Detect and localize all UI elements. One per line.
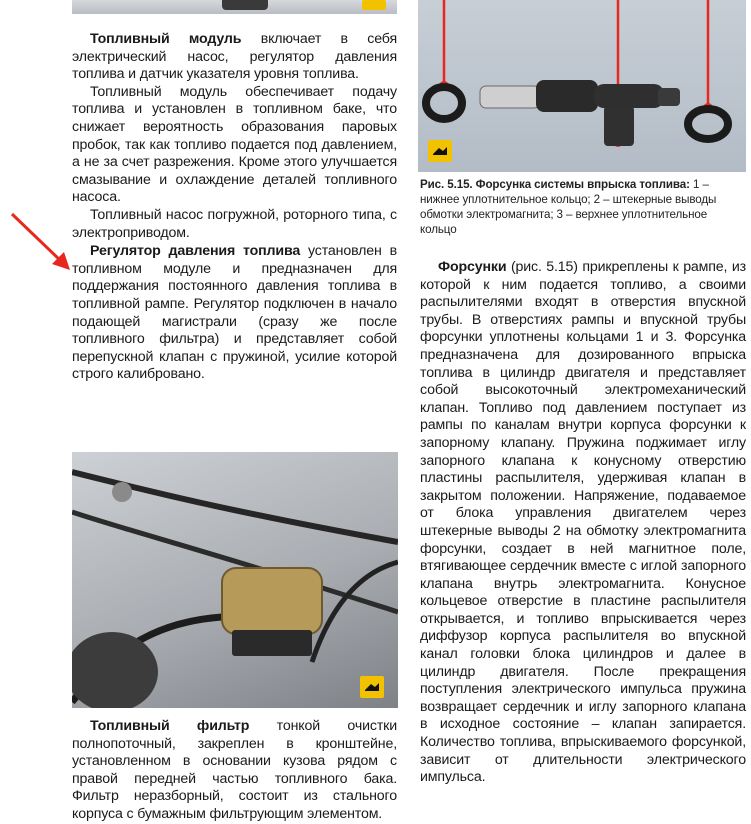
left-column-top	[72, 31, 397, 384]
red-arrow-icon	[8, 210, 72, 272]
paragraph-fuel-filter	[72, 718, 397, 824]
paragraph-fuel-module-purpose: Топливный модуль обеспечивает подачу топлива и установлен в топливном баке, что снижает вероятность образования паровых пробок, так как топливо подается под давлением, а не за счет разрежения. Кроме этого улучшается смазывание и охлаждение деталей топливного насоса.	[72, 83, 397, 206]
paragraph-injectors	[420, 259, 746, 787]
figure-caption	[420, 177, 746, 237]
text: тонкой очистки полнопоточный, закреплен в кронштейне, установленном в основании кузова рядом с правой передней частью топливного бака. Фильтр неразборный, состоит из стального корпуса с бумажным фильтрующим элементом.	[72, 718, 397, 822]
text: установлен в топливном модуле и предназначен для поддержания постоянного давления топлива в топливной рампе. Регулятор подключен в начало подающей магистрали (сразу же после топливного фильтра) и представляет собой перепускной клапан с пружиной, усилие которой строго калибровано.	[72, 243, 397, 383]
injector-illustration	[418, 0, 746, 172]
brand-badge-icon	[360, 676, 384, 698]
brand-badge-icon	[428, 140, 452, 162]
brand-badge-icon	[362, 0, 386, 10]
paragraph-fuel-module	[72, 31, 397, 84]
fuel-filter-photo	[72, 452, 398, 708]
term-fuel-filter: Топливный фильтр	[90, 718, 250, 734]
part-silhouette	[222, 0, 268, 10]
left-column-bottom	[72, 718, 397, 824]
term-injectors: Форсунки	[438, 259, 507, 275]
text: включает в себя электрический насос, регулятор давления топлива и датчик указателя уровня топлива.	[72, 31, 397, 83]
caption-text: 1 – нижнее уплотнительное кольцо; 2 – штекерные выводы обмотки электромагнита; 3 – верхнее уплотнительное кольцо	[420, 178, 717, 236]
paragraph-fuel-pump: Топливный насос погружной, роторного типа, с электроприводом.	[72, 206, 397, 241]
injector-photo	[418, 0, 746, 172]
fuel-filter-illustration	[72, 452, 398, 708]
top-photo-fragment	[72, 0, 397, 14]
paragraph-pressure-regulator	[72, 243, 397, 384]
caption-title: Рис. 5.15. Форсунка системы впрыска топлива:	[420, 178, 690, 191]
term-fuel-module: Топливный модуль	[90, 31, 242, 47]
term-pressure-regulator: Регулятор давления топлива	[90, 243, 301, 260]
text: (рис. 5.15) прикреплены к рампе, из которой к ним подается топливо, а своими распылителями входят в отверстия впускной трубы. В отверстиях рампы и впускной трубы форсунки уплотнены кольцами 1 и 3. Форсунка предназначена для дозированного впрыска топлива в цилиндр двигателя и представляет собой высокоточный электромеханический клапан. Топливо под давлением поступает из рампы по каналам внутри корпуса форсунки к запорному клапану. Пружина поджимает иглу запорного клапана к конусному отверстию пластины распылителя, удерживая клапан в закрытом положении. Напряжение, подаваемое от блока управления двигателем через штекерные выводы 2 на обмотку электромагнита форсунки, создает в ней магнитное поле, втягивающее сердечник вместе с иглой запорного клапана внутрь электромагнита. Конусное кольцевое отверстие в пластине распылителя открывается, и топливо впрыскивается через диффузор корпуса распылителя во впускной канал головки блока цилиндров и далее в цилиндр двигателя. После прекращения поступления электрического импульса пружина возвращает сердечник и иглу запорного клапана в исходное состояние – клапан запирается. Количество топлива, впрыскиваемого форсункой, зависит от длительности электрического импульса.	[420, 259, 746, 786]
right-column	[420, 259, 746, 787]
